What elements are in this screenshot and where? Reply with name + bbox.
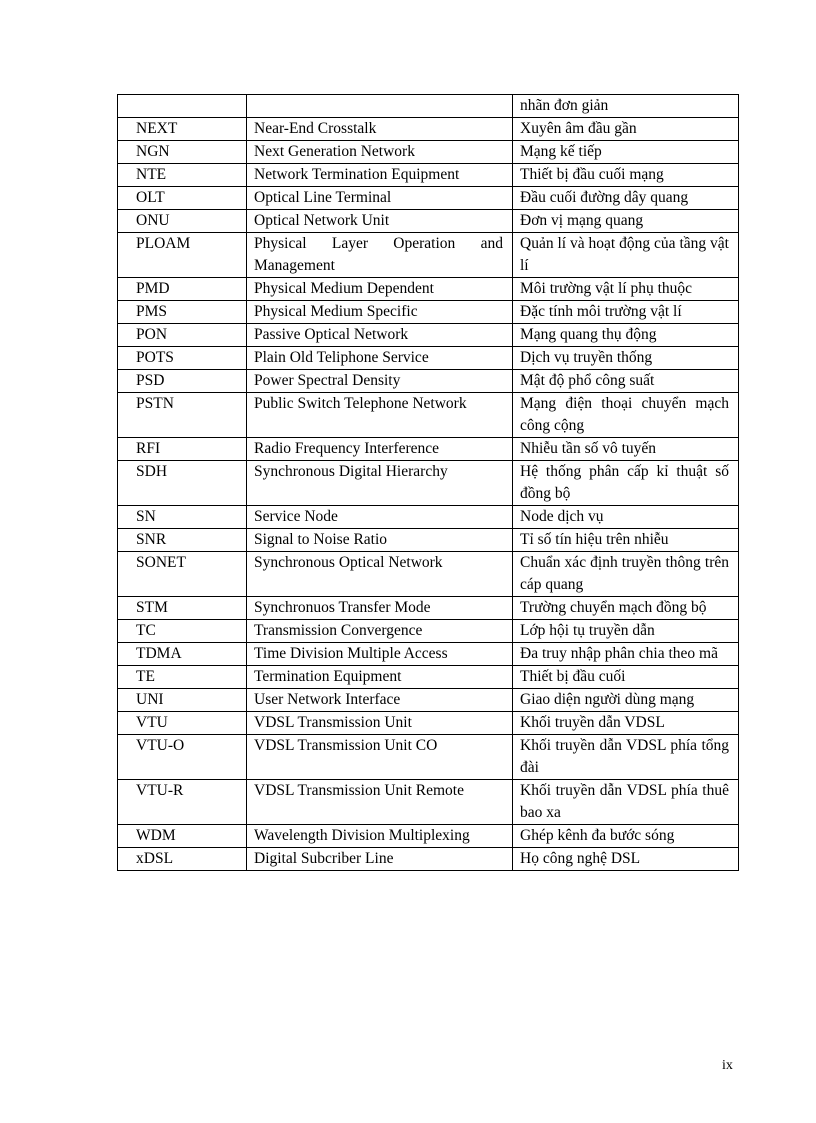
table-row bbox=[118, 278, 739, 301]
vietnamese-term-cell: Đầu cuối đường dây quang bbox=[513, 187, 739, 210]
english-term-cell: Radio Frequency Interference bbox=[247, 438, 513, 461]
english-term-cell: Passive Optical Network bbox=[247, 324, 513, 347]
english-term-cell: Synchronous Optical Network bbox=[247, 552, 513, 597]
abbreviation-cell: TC bbox=[118, 620, 247, 643]
table-row bbox=[118, 848, 739, 871]
english-term-cell: Next Generation Network bbox=[247, 141, 513, 164]
abbreviation-cell: NTE bbox=[118, 164, 247, 187]
table-row bbox=[118, 438, 739, 461]
english-term-cell: Optical Line Terminal bbox=[247, 187, 513, 210]
abbreviation-cell: xDSL bbox=[118, 848, 247, 871]
abbreviation-cell: VTU-R bbox=[118, 780, 247, 825]
table-row bbox=[118, 164, 739, 187]
vietnamese-term-cell: Hệ thống phân cấp kỉ thuật số đồng bộ bbox=[513, 461, 739, 506]
abbreviation-cell: PLOAM bbox=[118, 233, 247, 278]
table-row bbox=[118, 187, 739, 210]
abbreviation-cell: UNI bbox=[118, 689, 247, 712]
table-row bbox=[118, 95, 739, 118]
abbreviation-cell: PSTN bbox=[118, 393, 247, 438]
table-row bbox=[118, 780, 739, 825]
abbreviation-cell: POTS bbox=[118, 347, 247, 370]
table-row bbox=[118, 393, 739, 438]
table-row bbox=[118, 370, 739, 393]
vietnamese-term-cell: Lớp hội tụ truyền dẫn bbox=[513, 620, 739, 643]
table-row bbox=[118, 689, 739, 712]
table-row bbox=[118, 620, 739, 643]
table-row bbox=[118, 118, 739, 141]
english-term-cell: Transmission Convergence bbox=[247, 620, 513, 643]
english-term-cell: Network Termination Equipment bbox=[247, 164, 513, 187]
table-row bbox=[118, 712, 739, 735]
abbreviation-cell: NGN bbox=[118, 141, 247, 164]
vietnamese-term-cell: Đơn vị mạng quang bbox=[513, 210, 739, 233]
english-term-cell: Power Spectral Density bbox=[247, 370, 513, 393]
abbreviation-cell: PON bbox=[118, 324, 247, 347]
english-term-cell: Physical Medium Dependent bbox=[247, 278, 513, 301]
abbreviation-cell: NEXT bbox=[118, 118, 247, 141]
vietnamese-term-cell: Mạng kế tiếp bbox=[513, 141, 739, 164]
table-row bbox=[118, 461, 739, 506]
english-term-cell: Service Node bbox=[247, 506, 513, 529]
abbreviation-cell: RFI bbox=[118, 438, 247, 461]
english-term-cell: VDSL Transmission Unit CO bbox=[247, 735, 513, 780]
abbreviation-cell: SONET bbox=[118, 552, 247, 597]
abbreviation-cell: STM bbox=[118, 597, 247, 620]
english-term-cell: Plain Old Teliphone Service bbox=[247, 347, 513, 370]
english-term-cell: Physical Medium Specific bbox=[247, 301, 513, 324]
english-term-cell: VDSL Transmission Unit Remote bbox=[247, 780, 513, 825]
table-row bbox=[118, 735, 739, 780]
vietnamese-term-cell: nhãn đơn giản bbox=[513, 95, 739, 118]
abbreviation-cell: SDH bbox=[118, 461, 247, 506]
vietnamese-term-cell: Mạng quang thụ động bbox=[513, 324, 739, 347]
vietnamese-term-cell: Mạng điện thoại chuyển mạch công cộng bbox=[513, 393, 739, 438]
vietnamese-term-cell: Khối truyền dẫn VDSL phía thuê bao xa bbox=[513, 780, 739, 825]
abbreviation-cell: SN bbox=[118, 506, 247, 529]
vietnamese-term-cell: Mật độ phổ công suất bbox=[513, 370, 739, 393]
abbreviation-cell: SNR bbox=[118, 529, 247, 552]
vietnamese-term-cell: Khối truyền dẫn VDSL bbox=[513, 712, 739, 735]
english-term-cell: Near-End Crosstalk bbox=[247, 118, 513, 141]
table-row bbox=[118, 666, 739, 689]
english-term-cell: Physical Layer Operation and Management bbox=[247, 233, 513, 278]
abbreviation-cell: PSD bbox=[118, 370, 247, 393]
abbreviation-cell: VTU-O bbox=[118, 735, 247, 780]
abbreviation-cell bbox=[118, 95, 247, 118]
vietnamese-term-cell: Khối truyền dẫn VDSL phía tổng đài bbox=[513, 735, 739, 780]
abbreviation-cell: TE bbox=[118, 666, 247, 689]
vietnamese-term-cell: Node dịch vụ bbox=[513, 506, 739, 529]
abbreviation-table bbox=[117, 94, 739, 871]
abbreviation-cell: PMD bbox=[118, 278, 247, 301]
table-row bbox=[118, 347, 739, 370]
abbreviation-cell: OLT bbox=[118, 187, 247, 210]
english-term-cell: Synchronous Digital Hierarchy bbox=[247, 461, 513, 506]
english-term-cell: Termination Equipment bbox=[247, 666, 513, 689]
vietnamese-term-cell: Ghép kênh đa bước sóng bbox=[513, 825, 739, 848]
table-row bbox=[118, 233, 739, 278]
table-row bbox=[118, 825, 739, 848]
english-term-cell: VDSL Transmission Unit bbox=[247, 712, 513, 735]
vietnamese-term-cell: Xuyên âm đầu gần bbox=[513, 118, 739, 141]
vietnamese-term-cell: Giao diện người dùng mạng bbox=[513, 689, 739, 712]
abbreviation-cell: ONU bbox=[118, 210, 247, 233]
english-term-cell bbox=[247, 95, 513, 118]
vietnamese-term-cell: Tỉ số tín hiệu trên nhiễu bbox=[513, 529, 739, 552]
vietnamese-term-cell: Họ công nghệ DSL bbox=[513, 848, 739, 871]
page-number: ix bbox=[722, 1058, 733, 1073]
english-term-cell: Time Division Multiple Access bbox=[247, 643, 513, 666]
vietnamese-term-cell: Thiết bị đầu cuối mạng bbox=[513, 164, 739, 187]
english-term-cell: Wavelength Division Multiplexing bbox=[247, 825, 513, 848]
vietnamese-term-cell: Đặc tính môi trường vật lí bbox=[513, 301, 739, 324]
abbreviation-table-body bbox=[118, 95, 739, 871]
vietnamese-term-cell: Chuẩn xác định truyền thông trên cáp quang bbox=[513, 552, 739, 597]
english-term-cell: Optical Network Unit bbox=[247, 210, 513, 233]
abbreviation-cell: PMS bbox=[118, 301, 247, 324]
vietnamese-term-cell: Dịch vụ truyền thống bbox=[513, 347, 739, 370]
table-row bbox=[118, 301, 739, 324]
table-row bbox=[118, 552, 739, 597]
vietnamese-term-cell: Quản lí và hoạt động của tầng vật lí bbox=[513, 233, 739, 278]
vietnamese-term-cell: Môi trường vật lí phụ thuộc bbox=[513, 278, 739, 301]
table-row bbox=[118, 210, 739, 233]
vietnamese-term-cell: Trường chuyển mạch đồng bộ bbox=[513, 597, 739, 620]
abbreviation-cell: TDMA bbox=[118, 643, 247, 666]
english-term-cell: Synchronuos Transfer Mode bbox=[247, 597, 513, 620]
table-row bbox=[118, 141, 739, 164]
vietnamese-term-cell: Nhiễu tần số vô tuyến bbox=[513, 438, 739, 461]
abbreviation-cell: WDM bbox=[118, 825, 247, 848]
english-term-cell: User Network Interface bbox=[247, 689, 513, 712]
table-row bbox=[118, 506, 739, 529]
table-row bbox=[118, 529, 739, 552]
table-row bbox=[118, 597, 739, 620]
english-term-cell: Digital Subcriber Line bbox=[247, 848, 513, 871]
vietnamese-term-cell: Đa truy nhập phân chia theo mã bbox=[513, 643, 739, 666]
english-term-cell: Signal to Noise Ratio bbox=[247, 529, 513, 552]
english-term-cell: Public Switch Telephone Network bbox=[247, 393, 513, 438]
vietnamese-term-cell: Thiết bị đầu cuối bbox=[513, 666, 739, 689]
abbreviation-cell: VTU bbox=[118, 712, 247, 735]
table-row bbox=[118, 643, 739, 666]
table-row bbox=[118, 324, 739, 347]
